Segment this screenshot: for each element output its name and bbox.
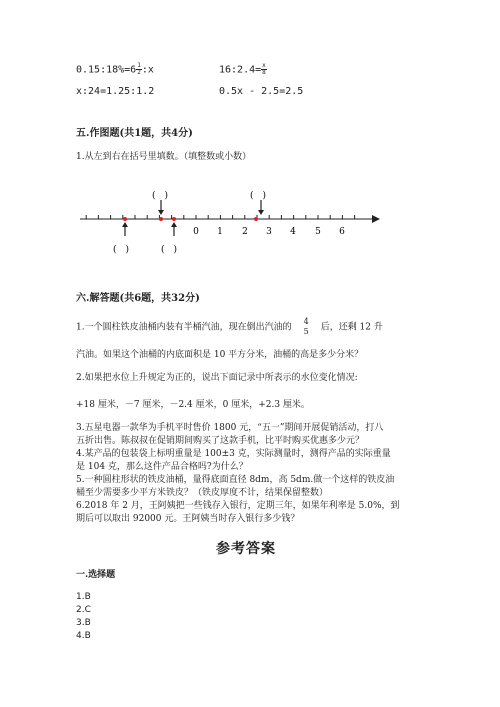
- answer-item-4: 4.B: [76, 631, 91, 641]
- section5-heading: 五.作图题(共1题，共4分): [76, 128, 193, 139]
- section6-question-1-line-1: [76, 317, 383, 337]
- blank-bottom-right: ( ): [161, 245, 178, 255]
- equation-1-lhs: 0.15:18%=6: [76, 64, 137, 76]
- answer-item-1: 1.B: [76, 592, 91, 602]
- equation-4: 0.5x - 2.5=2.5: [219, 86, 304, 97]
- section6-question-4-line-1: 4.某产品的包装袋上标明重量是 100±3 克，实际测量时，测得产品的实际重量: [76, 449, 391, 459]
- fraction-x-8: [261, 63, 267, 76]
- frac-num: x: [262, 62, 266, 69]
- blank-bottom-left: ( ): [113, 245, 130, 255]
- red-point-a: [123, 217, 127, 221]
- section6-question-6-line-1: 6.2018 年 2 月，王阿姨把一些钱存入银行，定期三年，如果年利率是 5.0%，到: [76, 501, 400, 511]
- arrow-head: [372, 215, 380, 223]
- section6-question-6-line-2: 期后可以取出 92000 元。王阿姨当时存入银行多少钱？: [76, 514, 300, 524]
- arrow-down-d: [258, 200, 264, 215]
- red-point-b: [159, 217, 163, 221]
- tick-label-2: 2: [242, 227, 248, 237]
- section6-question-5-line-1: 5.一种圆柱形状的铁皮油桶，量得底面直径 8dm，高 5dm.做一个这样的铁皮油: [76, 475, 395, 485]
- equation-2: [219, 63, 267, 76]
- arrow-down-b: [158, 200, 164, 215]
- tick-label-6: 6: [339, 227, 345, 237]
- blank-top-right: ( ): [250, 191, 267, 201]
- arrow-up-c: [171, 222, 177, 236]
- tick-label-4: 4: [290, 227, 296, 237]
- tick-label-3: 3: [266, 227, 272, 237]
- section6-question-1-line-2: 汽油。如果这个油桶的内底面积是 10 平方分米，油桶的高是多少分米？: [76, 350, 364, 360]
- answer-item-2: 2.C: [76, 605, 91, 615]
- red-point-c: [172, 217, 176, 221]
- equation-1: [76, 63, 154, 76]
- tick-label-0: 0: [193, 227, 199, 237]
- section6-question-2-line-2: +18 厘米，－7 厘米，－2.4 厘米，0 厘米，+2.3 厘米。: [76, 400, 310, 410]
- answer-item-3: 3.B: [76, 618, 91, 628]
- section6-question-4-line-2: 是 104 克，那么这件产品合格吗?为什么？: [76, 462, 248, 472]
- q1-text-a: 1.一个圆柱铁皮油桶内装有半桶汽油，现在倒出汽油的: [76, 322, 292, 333]
- number-line-figure: [80, 180, 380, 270]
- blank-top-left: ( ): [152, 191, 169, 201]
- frac-den: 2: [137, 69, 141, 76]
- answers-subheading: 一.选择题: [76, 570, 116, 580]
- equation-1-rhs: :x: [141, 64, 154, 76]
- equation-2-lhs: 16:2.4=: [219, 64, 262, 76]
- frac-num: 4: [303, 317, 309, 326]
- section6-heading: 六.解答题(共6题，共32分): [76, 293, 200, 304]
- section6-question-5-line-2: 桶至少需要多少平方米铁皮？（铁皮厚度不计，结果保留整数）: [76, 488, 329, 498]
- section6-question-3-line-2: 五折出售。陈叔叔在促销期间购买了这款手机，比平时购买优惠多少元？: [76, 436, 365, 446]
- tick-label-1: 1: [217, 227, 223, 237]
- frac-num: 1: [137, 62, 141, 69]
- section6-question-2-line-1: 2.如果把水位上升规定为正的，说出下面记录中所表示的水位变化情况:: [76, 373, 358, 383]
- q1-text-b: 后，还剩 12 升: [320, 322, 383, 333]
- equation-3: x:24=1.25:1.2: [76, 86, 155, 97]
- frac-den: 5: [303, 327, 309, 336]
- answers-title: 参考答案: [216, 541, 276, 557]
- arrow-up-a: [122, 222, 128, 236]
- section5-question-1: 1.从左到右在括号里填数。（填整数或小数）: [76, 152, 252, 162]
- section6-question-3-line-1: 3.五星电器一款华为手机平时售价 1800 元，“五一”期间开展促销活动，打八: [76, 423, 384, 433]
- frac-den: 8: [262, 69, 266, 76]
- red-point-d: [254, 217, 258, 221]
- tick-label-5: 5: [315, 227, 321, 237]
- fraction-four-fifths: [304, 317, 309, 337]
